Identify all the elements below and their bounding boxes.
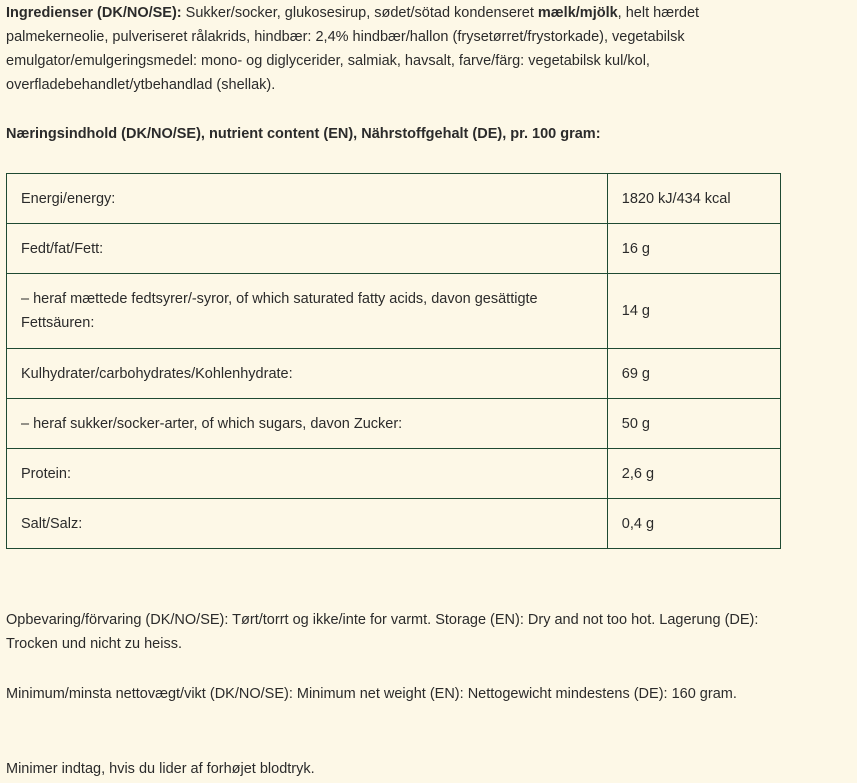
nutrient-label: Energi/energy: [7, 174, 608, 224]
nutrient-value: 0,4 g [607, 499, 780, 549]
table-row [7, 274, 781, 349]
table-row [7, 349, 781, 399]
nutrition-table [6, 173, 781, 549]
nutrient-label: – heraf mættede fedtsyrer/-syror, of which saturated fatty acids, davon gesättigte Fettsäuren: [7, 274, 608, 349]
nutrient-value: 16 g [607, 224, 780, 274]
nutrient-value: 50 g [607, 399, 780, 449]
nutrient-label: Salt/Salz: [7, 499, 608, 549]
ingredients-label: Ingredienser (DK/NO/SE): [6, 5, 182, 21]
nutrient-value: 14 g [607, 274, 780, 349]
table-row [7, 449, 781, 499]
table-row [7, 499, 781, 549]
ingredients-paragraph [6, 1, 796, 97]
ingredients-text-2: , helt hærdet palmekerneolie, pulveriseret rålakrids, hindbær: 2,4% hindbær/hallon (frysetørret/frystorkade), vegetabilsk emulgator/emulgeringsmedel: mono- og diglycerider, salmiak, havsalt, farve/färg: vegetabilsk kul/kol, overfladebehandlet/ytbehandlad (shellak). [6, 5, 700, 93]
ingredients-allergen: mælk/mjölk [537, 5, 618, 21]
table-row [7, 174, 781, 224]
nutrient-label: – heraf sukker/socker-arter, of which sugars, davon Zucker: [7, 399, 608, 449]
nutrient-value: 69 g [607, 349, 780, 399]
nutrient-label: Fedt/fat/Fett: [7, 224, 608, 274]
nutrient-label: Kulhydrater/carbohydrates/Kohlenhydrate: [7, 349, 608, 399]
ingredients-text-1: Sukker/socker, glukosesirup, sødet/sötad kondenseret [181, 5, 538, 21]
table-row [7, 224, 781, 274]
blood-pressure-warning: Minimer indtag, hvis du lider af forhøjet blodtryk. [6, 761, 315, 777]
table-row [7, 399, 781, 449]
nutrition-heading: Næringsindhold (DK/NO/SE), nutrient content (EN), Nährstoffgehalt (DE), pr. 100 gram: [6, 126, 601, 142]
storage-paragraph: Opbevaring/förvaring (DK/NO/SE): Tørt/torrt og ikke/inte for varmt. Storage (EN): Dry and not too hot. Lagerung (DE): Trocken und nicht zu heiss. [6, 612, 759, 652]
nutrient-value: 2,6 g [607, 449, 780, 499]
net-weight-paragraph: Minimum/minsta nettovægt/vikt (DK/NO/SE): Minimum net weight (EN): Nettogewicht mindestens (DE): 160 gram. [6, 686, 737, 702]
nutrient-value: 1820 kJ/434 kcal [607, 174, 780, 224]
nutrient-label: Protein: [7, 449, 608, 499]
